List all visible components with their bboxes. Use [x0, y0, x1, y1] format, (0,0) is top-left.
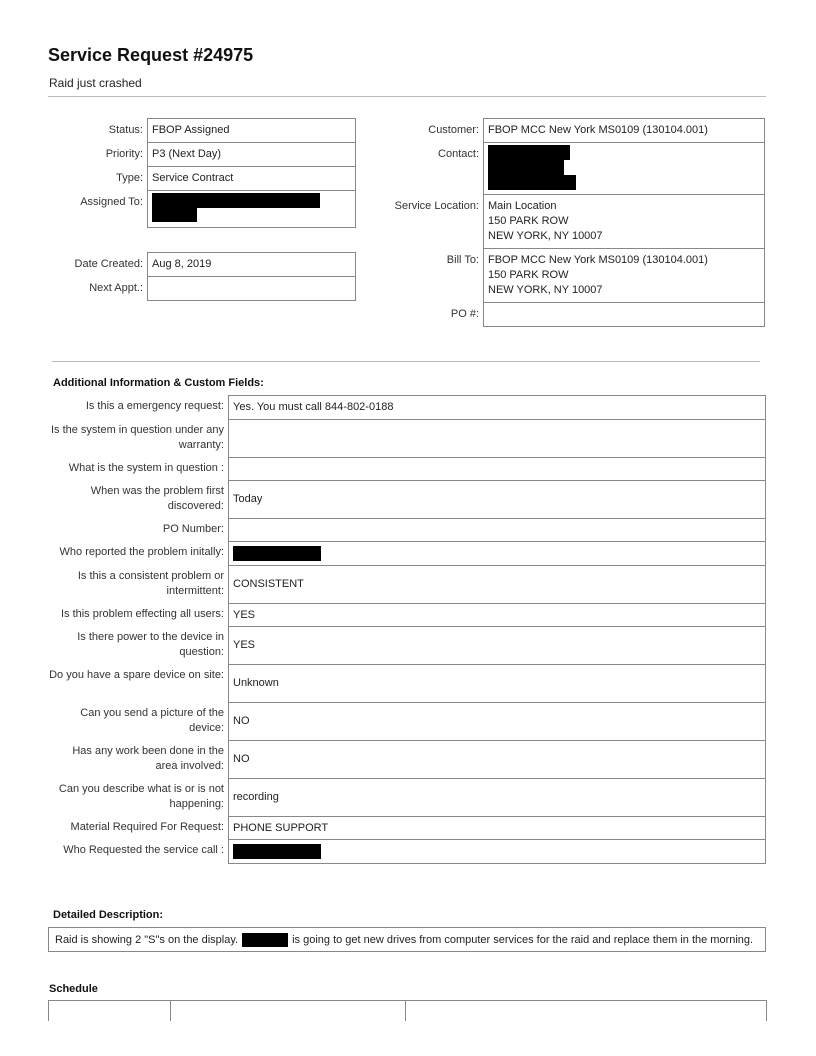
next-appt-label: Next Appt.:	[89, 281, 143, 294]
page-subtitle: Raid just crashed	[49, 76, 142, 90]
field-answer: recording	[229, 779, 766, 817]
table-row	[48, 817, 766, 840]
request-info-table	[48, 118, 356, 228]
schedule-column	[49, 1001, 171, 1021]
field-answer	[229, 420, 766, 458]
table-row	[48, 519, 766, 542]
address-line: Main Location	[488, 200, 557, 212]
description-heading: Detailed Description:	[53, 909, 164, 921]
field-answer	[229, 840, 766, 864]
header-divider	[48, 96, 766, 97]
redaction-bar	[233, 844, 321, 859]
address-line: NEW YORK, NY 10007	[488, 284, 603, 296]
redaction-bar	[488, 160, 564, 175]
status-label: Status:	[108, 123, 143, 136]
schedule-column	[406, 1001, 766, 1021]
field-answer	[229, 519, 766, 542]
field-question: Is this problem effecting all users:	[60, 607, 224, 620]
description-text-end: is going to get new drives from computer services for the raid and replace them in the morning.	[292, 933, 754, 946]
table-row	[48, 542, 766, 566]
field-question: What is the system in question :	[68, 461, 224, 474]
status-value: FBOP Assigned	[148, 119, 356, 143]
field-question: When was the problem first discovered:	[90, 484, 224, 512]
type-value: Service Contract	[148, 167, 356, 191]
bill-to-label: Bill To:	[446, 253, 479, 266]
table-row	[48, 566, 766, 604]
field-answer: Unknown	[229, 665, 766, 703]
field-answer: Today	[229, 481, 766, 519]
field-answer: NO	[229, 703, 766, 741]
table-row	[48, 627, 766, 665]
service-location-value	[484, 195, 765, 249]
table-row	[48, 396, 766, 420]
field-question: Has any work been done in the area involved:	[72, 744, 224, 772]
redaction-bar	[233, 546, 321, 561]
table-row	[48, 779, 766, 817]
table-row	[48, 665, 766, 703]
po-label: PO #:	[450, 307, 479, 320]
field-answer: YES	[229, 627, 766, 665]
additional-info-heading: Additional Information & Custom Fields:	[53, 377, 264, 389]
redaction-bar	[488, 175, 576, 190]
address-line: NEW YORK, NY 10007	[488, 230, 603, 242]
customer-value: FBOP MCC New York MS0109 (130104.001)	[484, 119, 765, 143]
table-row	[48, 420, 766, 458]
redaction-bar	[152, 193, 320, 208]
schedule-column	[171, 1001, 406, 1021]
custom-fields-table	[48, 395, 766, 864]
table-row	[48, 481, 766, 519]
field-answer: Yes. You must call 844-802-0188	[229, 396, 766, 420]
schedule-heading: Schedule	[49, 983, 98, 995]
contact-value	[484, 143, 765, 195]
field-question: Who reported the problem initally:	[59, 545, 224, 558]
date-created-label: Date Created:	[74, 257, 143, 270]
next-appt-value	[148, 277, 356, 301]
field-answer: CONSISTENT	[229, 566, 766, 604]
table-row	[48, 703, 766, 741]
field-question: Material Required For Request:	[70, 820, 224, 833]
field-answer	[229, 458, 766, 481]
redaction-bar	[152, 208, 197, 222]
table-row	[48, 458, 766, 481]
customer-label: Customer:	[428, 123, 479, 136]
field-answer: PHONE SUPPORT	[229, 817, 766, 840]
field-question: PO Number:	[162, 522, 224, 535]
schedule-table	[48, 1000, 767, 1021]
address-line: 150 PARK ROW	[488, 215, 569, 227]
bill-to-value	[484, 249, 765, 303]
description-box	[48, 927, 766, 952]
section-divider	[52, 361, 760, 362]
field-answer: NO	[229, 741, 766, 779]
field-question: Do you have a spare device on site:	[49, 668, 224, 681]
field-question: Can you describe what is or is not happening:	[58, 782, 224, 810]
table-row	[48, 840, 766, 864]
field-question: Who Requested the service call :	[63, 843, 224, 856]
table-row	[48, 604, 766, 627]
priority-label: Priority:	[105, 147, 143, 160]
redaction-bar	[488, 145, 570, 160]
po-value	[484, 303, 765, 327]
date-created-value: Aug 8, 2019	[148, 253, 356, 277]
priority-value: P3 (Next Day)	[148, 143, 356, 167]
field-question: Is this a consistent problem or intermittent:	[77, 569, 224, 597]
dates-table	[48, 252, 356, 301]
type-label: Type:	[116, 171, 143, 184]
description-text-start: Raid is showing 2 "S"s on the display.	[55, 933, 239, 946]
contact-label: Contact:	[438, 147, 479, 160]
field-answer	[229, 542, 766, 566]
field-question: Is the system in question under any warranty:	[50, 423, 224, 451]
field-answer: YES	[229, 604, 766, 627]
redaction-bar	[242, 933, 288, 947]
address-line: FBOP MCC New York MS0109 (130104.001)	[488, 254, 708, 266]
service-location-label: Service Location:	[394, 199, 479, 212]
assigned-value	[148, 191, 356, 228]
table-row	[48, 741, 766, 779]
field-question: Is this a emergency request:	[85, 399, 224, 412]
page-title: Service Request #24975	[48, 45, 254, 65]
customer-info-table	[380, 118, 765, 327]
address-line: 150 PARK ROW	[488, 269, 569, 281]
field-question: Is there power to the device in question:	[77, 630, 224, 658]
field-question: Can you send a picture of the device:	[80, 706, 224, 734]
assigned-label: Assigned To:	[80, 195, 143, 208]
